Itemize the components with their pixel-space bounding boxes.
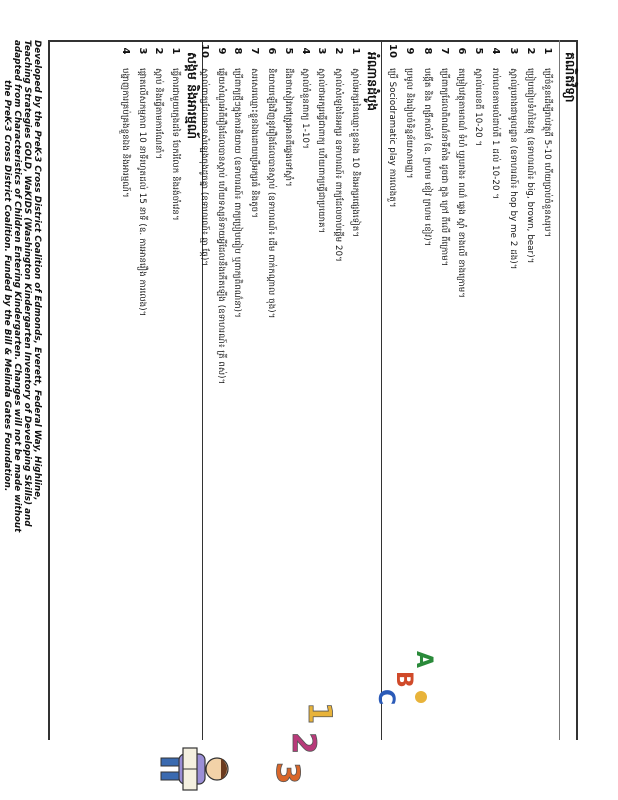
column-header-rule bbox=[559, 40, 560, 740]
item-number: 9 bbox=[215, 47, 227, 55]
item-text: ប្រើ Sociodramatic play ការលេងតួ។ bbox=[387, 68, 398, 208]
frame-bottom-rule bbox=[49, 40, 51, 740]
item-text: ផ្តោតលើសកម្មភាព 10 នាទីរហូតដល់ 15 នាទី (ឧ. ការអានរឿង ការលេង)។ bbox=[137, 68, 147, 317]
abc-letter-c: C bbox=[373, 689, 398, 706]
item-text: ស្គាល់សំឡេងនៃអក្សរ ឧទាហរណ៍៖ ពាក្យដែលចាប់ផ្តើម 20។ bbox=[333, 68, 344, 262]
item-text: ស្គាល់ចំនួនពាក្យ 1-10។ bbox=[299, 68, 310, 149]
credit-line-4: the PreK-3 Cross District Coalition. Funded by the Bill & Melinda Gates Foundation. bbox=[2, 80, 12, 492]
item-text: ធ្វើការជាមួយក្មេងដទៃ ចែករំលែក និងរង់ចាំវេន។ bbox=[170, 68, 180, 221]
item-text: ប្រើពាក្យថ្មីៗក្នុងការនិយាយ (ឧទាហរណ៍៖ ពាក្យប្រៀបធៀប ឬពាក្យពិពណ៌នា)។ bbox=[232, 68, 243, 318]
item-number: 7 bbox=[438, 47, 450, 55]
item-number: 10 bbox=[198, 44, 210, 58]
item-number: 2 bbox=[524, 47, 536, 55]
item-text: តម្រៀបវត្ថុតាមពណ៌ ទំហំ ឬរូបរាង៖ ពណ៌ ឆ្វេង ស្តាំ ខាងលើ ខាងក្រោម។ bbox=[456, 68, 466, 299]
item-text: សរសេរឈ្មោះខ្លួនឯងដោយប្រើអក្សរធំ និងតូច។ bbox=[249, 68, 260, 218]
abc-letter-b: B bbox=[391, 671, 416, 688]
item-number: 4 bbox=[120, 47, 132, 55]
item-number: 4 bbox=[490, 47, 502, 55]
section-title-social: សង្គម និងអារម្មណ៍ bbox=[185, 52, 200, 140]
item-number: 2 bbox=[333, 47, 345, 55]
item-text: ស្តាប់ និងធ្វើតាមការណែនាំ។ bbox=[153, 68, 164, 160]
abc-letter-a: A bbox=[411, 651, 436, 669]
item-number: 7 bbox=[249, 47, 261, 55]
digit-1: 1 bbox=[301, 702, 339, 725]
item-text: និយាយឡើងវិញនូវរឿងដែលបានស្តាប់ (ឧទាហរណ៍៖ ដើម ពាក់កណ្តាល ចុង)។ bbox=[266, 68, 276, 319]
item-text: ប្រើចំនួនដើម្បីរាប់វត្ថុពី 5-10 ហើយប្រាប់ចំនួនសរុប។ bbox=[542, 68, 552, 238]
section-divider-1 bbox=[381, 40, 382, 740]
item-number: 8 bbox=[421, 47, 433, 55]
abc-blocks-icon bbox=[373, 645, 443, 715]
item-number: 2 bbox=[153, 47, 165, 55]
item-text: បង្កើត និង ពង្រីកលំនាំ (ឧ. ក្រហម ខៀវ ក្រហម ខៀវ)។ bbox=[421, 68, 432, 247]
item-number: 5 bbox=[282, 47, 294, 55]
section-title-math: គណិតវិទ្យា bbox=[563, 52, 578, 103]
item-number: 3 bbox=[137, 47, 148, 55]
digit-2: 2 bbox=[285, 732, 323, 755]
item-number: 1 bbox=[542, 47, 553, 55]
item-number: 6 bbox=[266, 47, 277, 55]
item-text: ប្រៀបធៀបទំហំនៃវត្ថុ (ឧទាហរណ៍៖ big, brown, bear)។ bbox=[524, 68, 535, 264]
section-title-literacy: អំណានដំបូង bbox=[365, 52, 380, 111]
item-text: ស្គាល់ថាអក្សរធ្វើជាពាក្យ ហើយពាក្យធ្វើជាប្រយោគ។ bbox=[316, 68, 327, 234]
item-text: ដឹងថាសៀវភៅត្រូវអានពីឆ្វេងទៅស្តាំ។ bbox=[282, 68, 293, 187]
numbers-123-icon bbox=[269, 700, 343, 800]
item-number: 5 bbox=[473, 47, 485, 55]
item-number: 10 bbox=[387, 44, 399, 58]
item-number: 6 bbox=[456, 47, 467, 55]
frame-left-rule bbox=[48, 40, 578, 42]
item-number: 9 bbox=[404, 47, 416, 55]
item-text: បង្ហាញការគ្រប់គ្រងខ្លួនឯង និងអារម្មណ៍។ bbox=[120, 68, 131, 198]
item-text: ស្គាល់ពាក្យដែលមានសំឡេងចុងដូចគ្នា (ឧទាហរណ៍៖ ឆ្មា ឆ្កែ)។ bbox=[198, 68, 209, 267]
item-number: 1 bbox=[170, 47, 181, 55]
credit-line-2: Teaching Strategies GOLD, WaKIDS (Washington Kindergarten Inventory of Developing Skills) and bbox=[22, 40, 32, 527]
digit-3: 3 bbox=[269, 762, 307, 785]
item-text: ប្រើពាក្យដែលពិពណ៌នាទីតាំង ដូចជា ក្នុង ក្រៅ ពីលើ ពីក្រោម។ bbox=[438, 68, 449, 267]
item-number: 3 bbox=[316, 47, 328, 55]
item-number: 4 bbox=[299, 47, 311, 55]
credit-line-1: Developed by the PreK-3 Cross District Coalition of Edmonds, Everett, Federal Way, Highline, bbox=[32, 40, 42, 501]
item-number: 1 bbox=[350, 47, 361, 55]
item-text: ប្រមូល និងរៀបចំទិន្នន័យសាមញ្ញ។ bbox=[404, 68, 415, 179]
item-text: រាប់លេខតាមលំដាប់ពី 1 ដល់ 10-20 ។ bbox=[490, 68, 501, 200]
child-reading-icon bbox=[153, 738, 233, 800]
item-text: ឆ្លើយសំណួរអំពីរឿងដែលបានស្តាប់ ហើយទស្សន៍ទាយអ្វីដែលនឹងកើតឡើង (ឧទាហរណ៍៖ ត្រី ពស់)។ bbox=[215, 68, 226, 385]
item-text: ស្គាល់លេខពី 10-20 ។ bbox=[473, 68, 484, 147]
credit-line-3: adapted from Characteristics of Children Entering Kindergarten. Changes will not be made without bbox=[12, 40, 22, 533]
frame-top-rule bbox=[577, 40, 579, 740]
item-number: 8 bbox=[232, 47, 244, 55]
item-number: 3 bbox=[507, 47, 519, 55]
item-text: ស្គាល់រូបរាងជាមូលដ្ឋាន (ឧទាហរណ៍៖ hop by me 2 ដង)។ bbox=[507, 68, 518, 270]
item-text: ស្គាល់អក្សរនៃឈ្មោះខ្លួនឯង 10 និងអក្សរផ្សេងទៀត។ bbox=[350, 68, 360, 238]
